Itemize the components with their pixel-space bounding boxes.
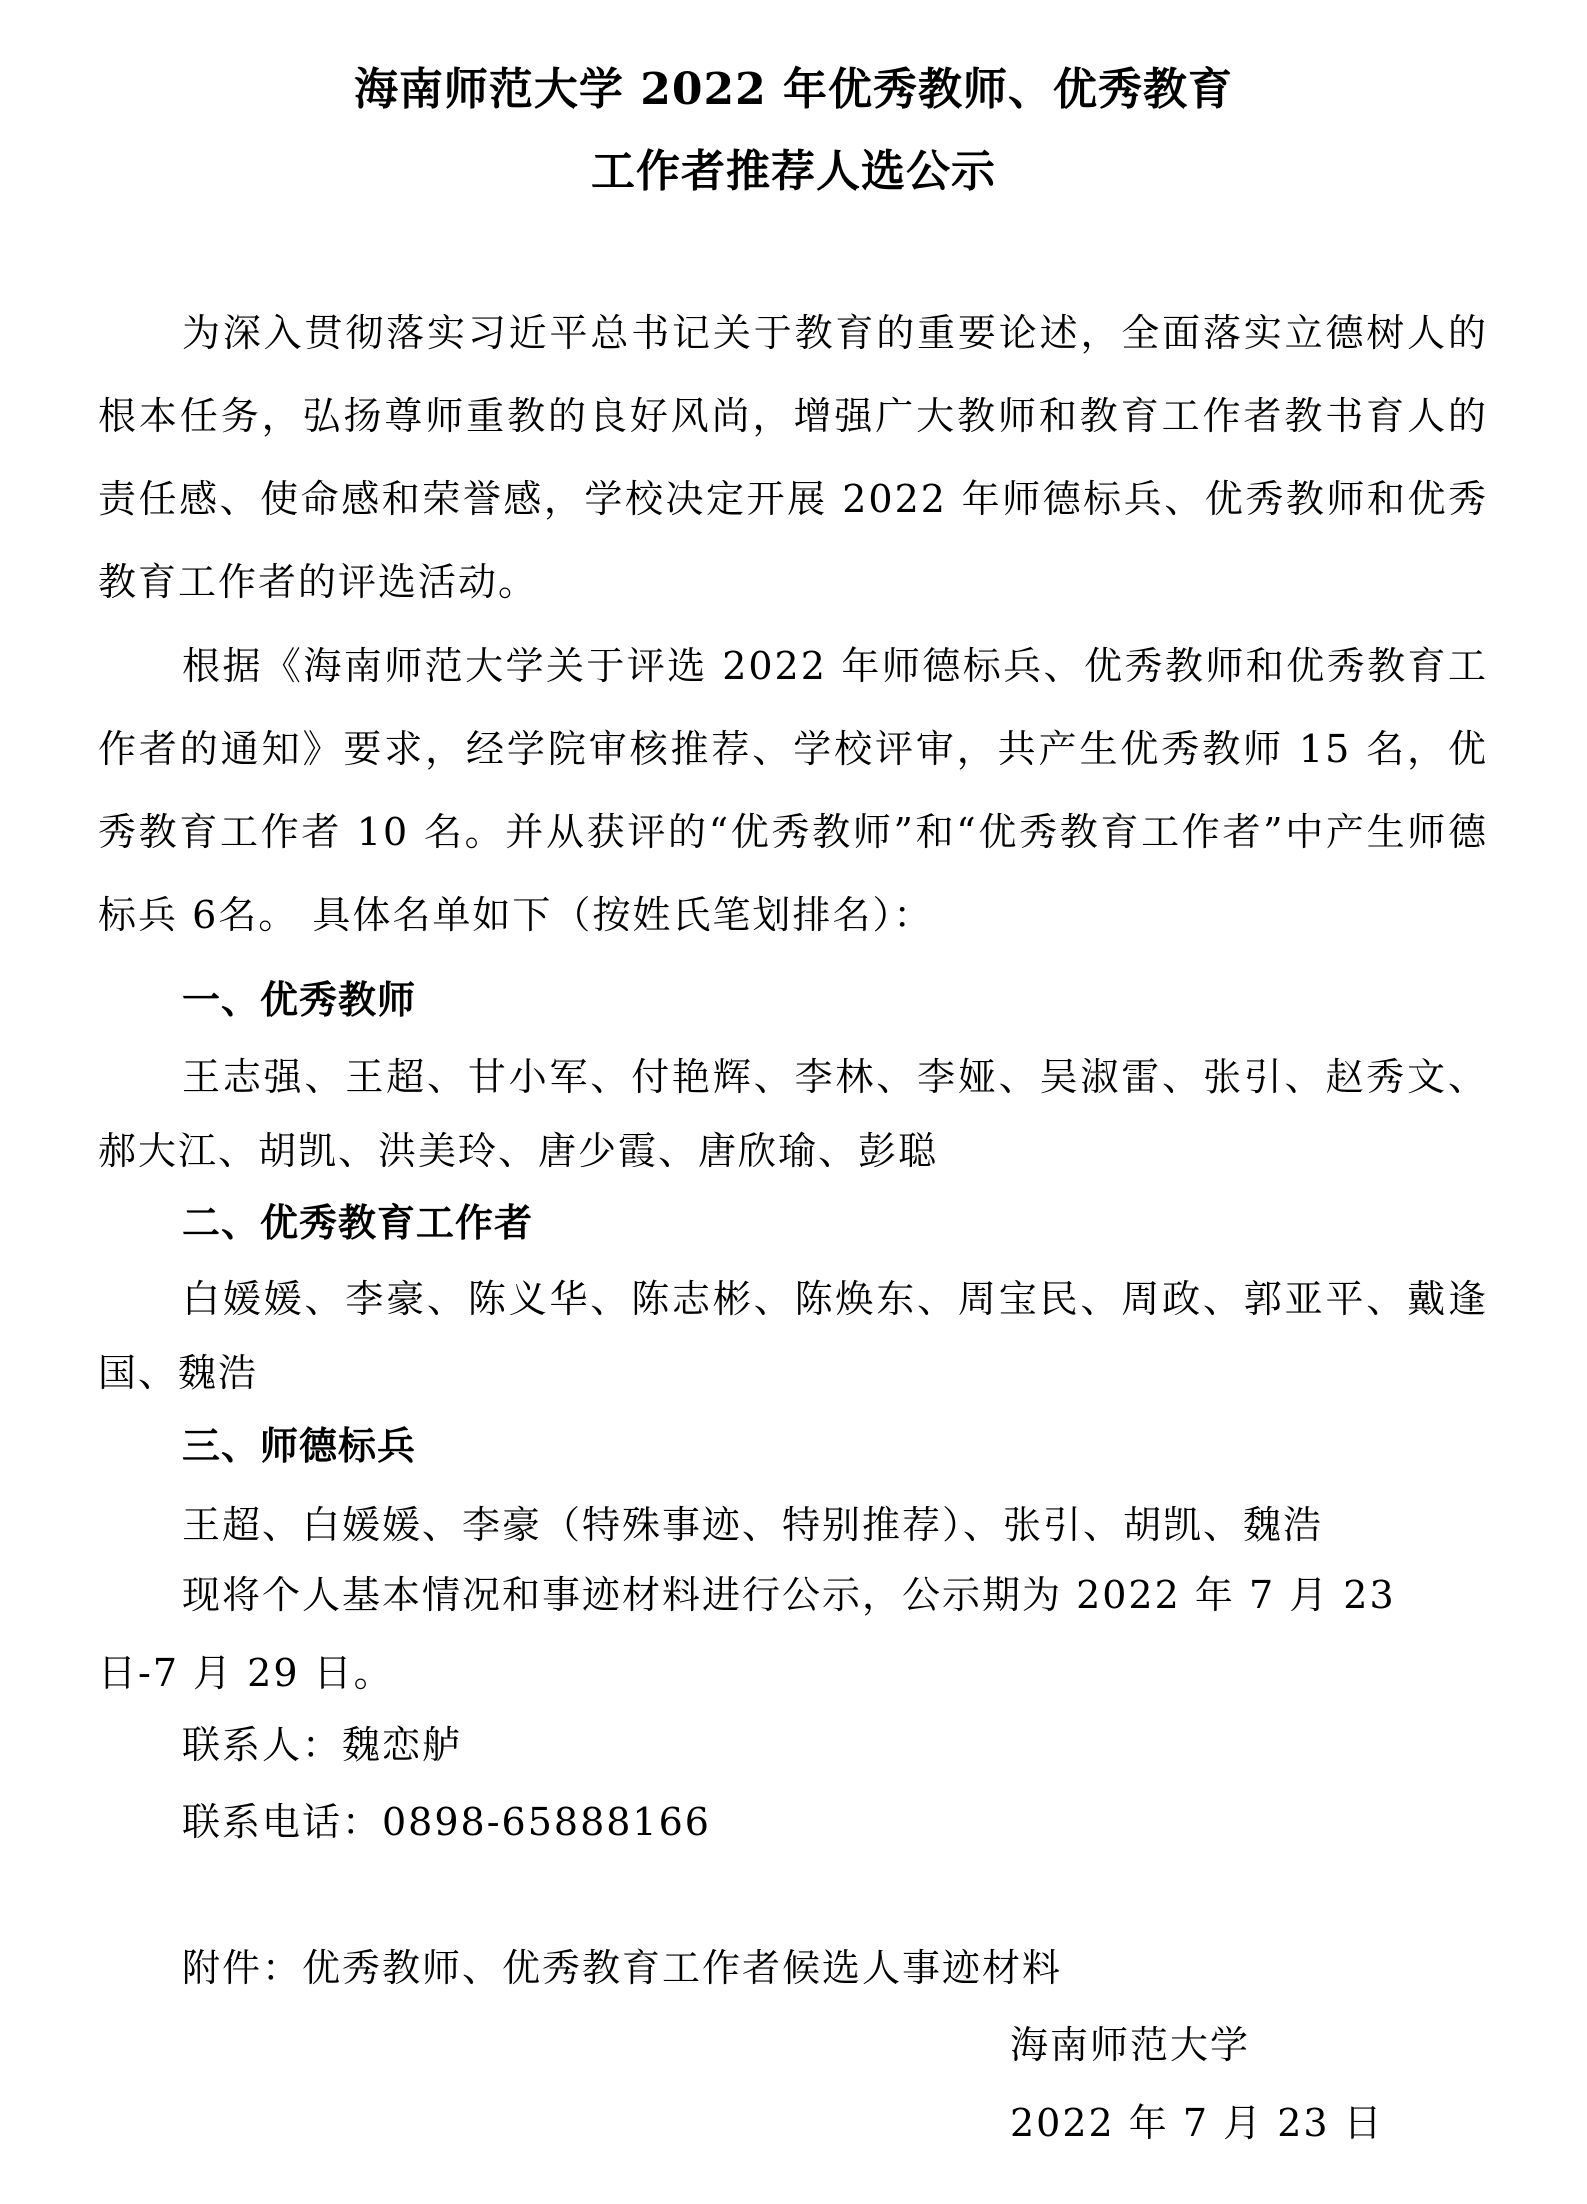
section-heading-ethics-models: 三、师德标兵 xyxy=(182,1424,417,1468)
basis-paragraph: 根据《海南师范大学关于评选 2022 年师德标兵、优秀教师和优秀教育工作者的通知》要求，经学院审核推荐、学校评审，共产生优秀教师 15 名，优秀教育工作者 10 名。并从获评的“优秀教师”和“优秀教育工作者”中产生师德标兵 6名。 具体名单如下（按姓氏笔划排名）： xyxy=(98,644,1488,937)
document-title-line-2: 工作者推荐人选公示 xyxy=(591,146,996,197)
signature-date: 2022 年 7 月 23 日 xyxy=(1010,2101,1384,2145)
excellent-educators-names: 白媛媛、李豪、陈义华、陈志彬、陈焕东、周宝民、周政、郭亚平、戴逢国、魏浩 xyxy=(98,1277,1488,1395)
signature-organization: 海南师范大学 xyxy=(1010,2023,1251,2067)
contact-phone: 联系电话：0898-65888166 xyxy=(182,1800,711,1844)
contact-person: 联系人：魏恋舻 xyxy=(182,1723,463,1767)
section-heading-excellent-educators: 二、优秀教育工作者 xyxy=(182,1201,534,1245)
publicity-period-paragraph: 现将个人基本情况和事迹材料进行公示，公示期为 2022 年 7 月 23 日-7 月 29 日。 xyxy=(98,1573,1396,1695)
excellent-teachers-names: 王志强、王超、甘小军、付艳辉、李林、李娅、吴淑雷、张引、赵秀文、郝大江、胡凯、洪美玲、唐少霞、唐欣瑜、彭聪 xyxy=(98,1055,1488,1173)
attachment-note: 附件：优秀教师、优秀教育工作者候选人事迹材料 xyxy=(182,1946,1063,1990)
document-title-line-1: 海南师范大学 2022 年优秀教师、优秀教育 xyxy=(353,64,1234,115)
section-heading-excellent-teachers: 一、优秀教师 xyxy=(182,978,417,1022)
ethics-models-names: 王超、白媛媛、李豪（特殊事迹、特别推荐）、张引、胡凯、魏浩 xyxy=(182,1503,1324,1547)
intro-paragraph: 为深入贯彻落实习近平总书记关于教育的重要论述，全面落实立德树人的根本任务，弘扬尊师重教的良好风尚，增强广大教师和教育工作者教书育人的责任感、使命感和荣誉感，学校决定开展 2022 年师德标兵、优秀教师和优秀教育工作者的评选活动。 xyxy=(98,311,1488,604)
